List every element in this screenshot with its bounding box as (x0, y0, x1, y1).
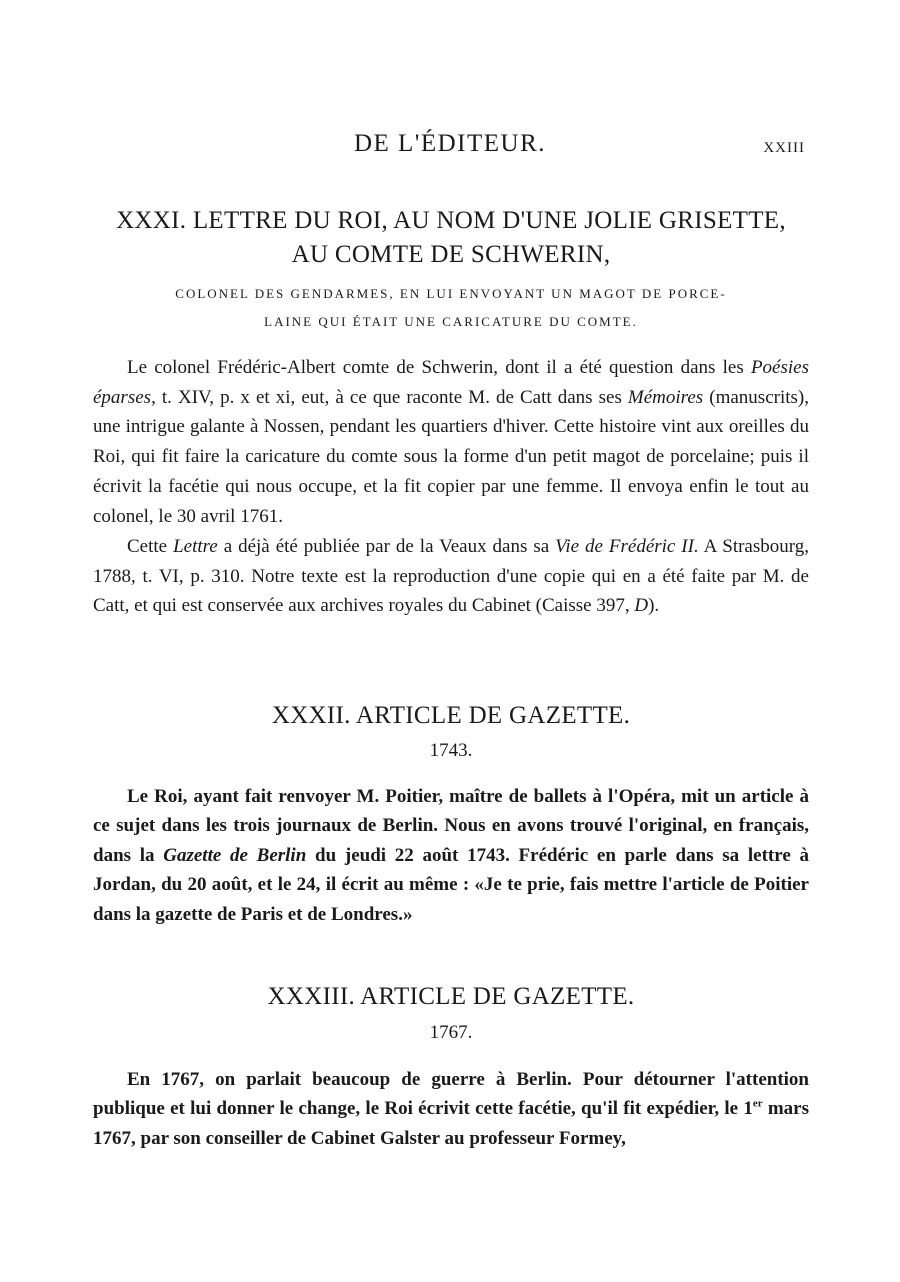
paragraph-xxxi-1 (93, 353, 809, 531)
text-run: , t. XIV, p. x et xi, eut, à ce que raconte M. de Catt dans ses (151, 386, 628, 408)
paragraph-xxxiii (93, 1065, 809, 1153)
text-run: mars 1767, par son conseiller de Cabinet Galster au professeur Formey, (93, 1098, 810, 1149)
text-run: ). (648, 595, 660, 617)
italic-title: Lettre (173, 536, 218, 557)
text-run: Le Roi, ayant fait renvoyer M. Poitier, maître de ballets à l'Opéra, mit un article à ce sujet dans les trois journaux de Berlin. Nous en avons trouvé l'original, en français, dans la (93, 786, 809, 866)
running-title: DE L'ÉDITEUR. (353, 130, 547, 157)
section-subheading-line2: LAINE QUI ÉTAIT UNE CARICATURE DU COMTE. (264, 314, 638, 329)
section-heading-xxxiii: XXXIII. ARTICLE DE GAZETTE. (267, 983, 635, 1010)
italic-title: Gazette de Berlin (163, 844, 307, 866)
text-run: (manuscrits), une intrigue galante à Nossen, pendant les quartiers d'hiver. Cette histoire vint aux oreilles du Roi, qui fit faire la caricature du comte sous la forme d'un petit magot de porcelaine; puis il écrivit la facétie qui nous occupe, et la fit copier par une femme. Il envoya enfin le tout au colonel, le 30 avril 1761. (93, 386, 809, 527)
italic-title: Poésies éparses (93, 357, 809, 408)
page-number: XXIII (763, 140, 805, 156)
italic-title: Vie de Frédéric II. (555, 536, 699, 557)
text-run: du jeudi 22 août 1743. Frédéric en parle dans sa lettre à Jordan, du 20 août, et le 24, il écrit au même : «Je te prie, fais mettre l'article de Poitier dans la gazette de Paris et de Londres.» (93, 844, 810, 925)
text-run: a déjà été publiée par de la Veaux dans sa (217, 536, 556, 557)
section-subheading-line1: COLONEL DES GENDARMES, EN LUI ENVOYANT UN MAGOT DE PORCE- (175, 286, 727, 301)
italic-letter: D (634, 595, 649, 617)
section-heading-xxxi-line2: AU COMTE DE SCHWERIN, (291, 241, 611, 268)
text-run: Le colonel Frédéric-Albert comte de Schwerin, dont il a été question dans les (127, 357, 751, 378)
paragraph-xxxii (93, 782, 809, 929)
running-head (0, 130, 900, 170)
text-run: En 1767, on parlait beaucoup de guerre à Berlin. Pour détourner l'attention publique et lui donner le change, le Roi écrivit cette facétie, qu'il fit expédier, le 1 (93, 1069, 809, 1120)
text-run: A Strasbourg, 1788, t. VI, p. 310. Notre texte est la reproduction d'une copie qui en a été faite par M. de Catt, et qui est conservée aux archives royales du Cabinet (Caisse 397, (93, 536, 809, 617)
section-year-xxxiii: 1767. (429, 1022, 473, 1043)
section-heading-xxxi-line1: XXXI. LETTRE DU ROI, AU NOM D'UNE JOLIE GRISETTE, (116, 207, 786, 234)
text-run: Cette (127, 536, 174, 557)
superscript: er (752, 1098, 763, 1111)
section-heading-xxxii: XXXII. ARTICLE DE GAZETTE. (271, 702, 631, 729)
section-year-xxxii: 1743. (429, 740, 473, 761)
paragraph-xxxi-2 (93, 532, 809, 621)
italic-title: Mémoires (627, 386, 704, 408)
